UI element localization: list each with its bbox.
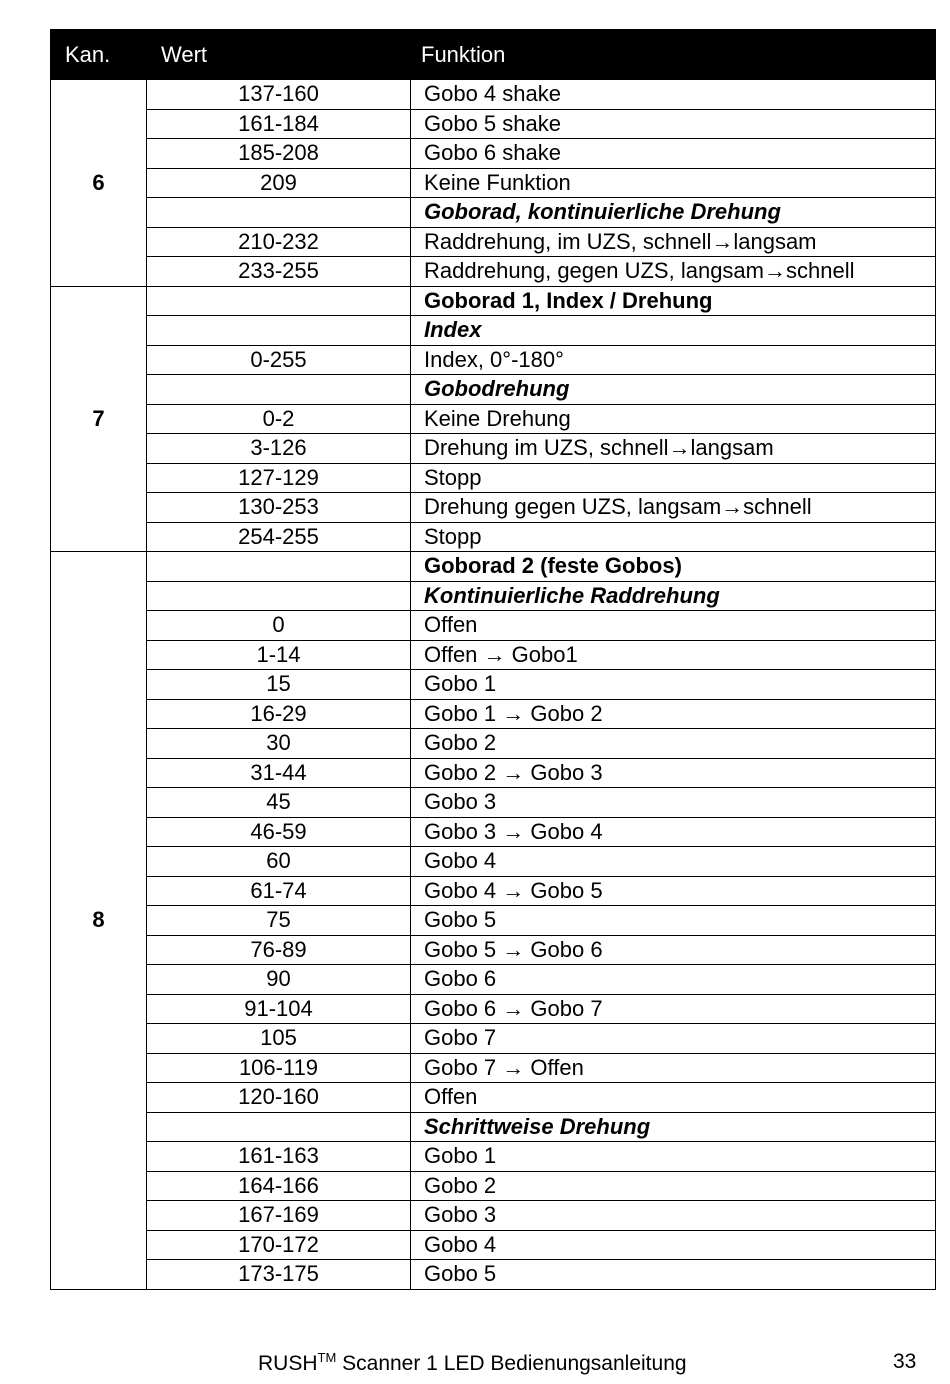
wert-cell: 161-184 [147,109,411,139]
header-funktion: Funktion [411,30,936,80]
table-row [51,80,936,110]
wert-cell: 61-74 [147,876,411,906]
wert-cell: 30 [147,729,411,759]
funktion-cell: Gobo 2 [411,1171,936,1201]
table-row [51,847,936,877]
wert-cell: 15 [147,670,411,700]
funktion-cell: Gobo 3 → Gobo 4 [411,817,936,847]
table-row [51,1142,936,1172]
table-row [51,1171,936,1201]
table-row [51,257,936,287]
funktion-cell: Gobo 2 → Gobo 3 [411,758,936,788]
wert-cell: 209 [147,168,411,198]
table-row [51,699,936,729]
funktion-cell: Gobo 4 [411,847,936,877]
table-row [51,404,936,434]
wert-cell: 0-2 [147,404,411,434]
table-row [51,729,936,759]
wert-cell [147,552,411,582]
table-row [51,758,936,788]
table-row [51,522,936,552]
channel-cell: 8 [51,552,147,1290]
wert-cell: 31-44 [147,758,411,788]
funktion-cell: Gobo 2 [411,729,936,759]
funktion-cell: Gobo 5 [411,1260,936,1290]
wert-cell: 75 [147,906,411,936]
table-row [51,611,936,641]
wert-cell: 0 [147,611,411,641]
wert-cell: 3-126 [147,434,411,464]
channel-cell: 6 [51,80,147,287]
table-row [51,168,936,198]
funktion-cell: Goborad 2 (feste Gobos) [411,552,936,582]
table-row [51,286,936,316]
wert-cell: 127-129 [147,463,411,493]
table-row [51,463,936,493]
funktion-cell: Keine Drehung [411,404,936,434]
wert-cell: 1-14 [147,640,411,670]
wert-cell: 120-160 [147,1083,411,1113]
funktion-cell: Stopp [411,463,936,493]
table-row [51,1083,936,1113]
funktion-cell: Offen [411,611,936,641]
table-row [51,906,936,936]
table-row [51,434,936,464]
table-row [51,1201,936,1231]
funktion-cell: Gobo 5 → Gobo 6 [411,935,936,965]
wert-cell: 185-208 [147,139,411,169]
table-row [51,345,936,375]
wert-cell: 164-166 [147,1171,411,1201]
dmx-channel-table [50,29,936,1290]
funktion-cell: Gobo 1 [411,670,936,700]
channel-cell: 7 [51,286,147,552]
table-row [51,640,936,670]
wert-cell: 16-29 [147,699,411,729]
funktion-cell: Gobo 6 [411,965,936,995]
funktion-cell: Gobo 6 → Gobo 7 [411,994,936,1024]
wert-cell: 60 [147,847,411,877]
wert-cell: 76-89 [147,935,411,965]
footer-title-text: Scanner 1 LED Bedienungsanleitung [336,1352,687,1375]
wert-cell: 90 [147,965,411,995]
wert-cell: 45 [147,788,411,818]
table-row [51,227,936,257]
wert-cell [147,198,411,228]
header-kan: Kan. [51,30,147,80]
table-row [51,316,936,346]
funktion-cell: Index, 0°-180° [411,345,936,375]
table-row [51,1230,936,1260]
funktion-cell: Drehung im UZS, schnell→langsam [411,434,936,464]
wert-cell [147,316,411,346]
funktion-cell: Gobo 3 [411,788,936,818]
wert-cell: 0-255 [147,345,411,375]
wert-cell: 233-255 [147,257,411,287]
table-row [51,965,936,995]
wert-cell: 130-253 [147,493,411,523]
wert-cell: 46-59 [147,817,411,847]
table-row [51,581,936,611]
wert-cell [147,286,411,316]
funktion-cell: Gobo 3 [411,1201,936,1231]
funktion-cell: Gobo 6 shake [411,139,936,169]
wert-cell: 167-169 [147,1201,411,1231]
funktion-cell: Gobo 5 shake [411,109,936,139]
footer-trademark: TM [317,1350,337,1365]
funktion-cell: Gobo 1 [411,1142,936,1172]
table-row [51,1024,936,1054]
header-wert: Wert [147,30,411,80]
wert-cell [147,1112,411,1142]
funktion-cell: Gobo 1 → Gobo 2 [411,699,936,729]
funktion-cell: Drehung gegen UZS, langsam→schnell [411,493,936,523]
table-row [51,1112,936,1142]
funktion-cell: Raddrehung, im UZS, schnell→langsam [411,227,936,257]
table-row [51,375,936,405]
table-row [51,139,936,169]
wert-cell: 254-255 [147,522,411,552]
footer-title-brand: RUSH [258,1352,318,1375]
funktion-cell: Stopp [411,522,936,552]
table-row [51,1260,936,1290]
page-number: 33 [893,1350,917,1373]
funktion-cell: Gobo 4 → Gobo 5 [411,876,936,906]
funktion-cell: Gobodrehung [411,375,936,405]
wert-cell [147,375,411,405]
table-row [51,198,936,228]
table-row [51,493,936,523]
funktion-cell: Gobo 4 [411,1230,936,1260]
funktion-cell: Keine Funktion [411,168,936,198]
wert-cell: 106-119 [147,1053,411,1083]
table-row [51,109,936,139]
table-header-row [51,30,936,80]
wert-cell [147,581,411,611]
wert-cell: 173-175 [147,1260,411,1290]
funktion-cell: Gobo 5 [411,906,936,936]
footer-title [258,1350,687,1376]
funktion-cell: Index [411,316,936,346]
wert-cell: 91-104 [147,994,411,1024]
funktion-cell: Kontinuierliche Raddrehung [411,581,936,611]
funktion-cell: Gobo 4 shake [411,80,936,110]
funktion-cell: Gobo 7 [411,1024,936,1054]
table-row [51,994,936,1024]
funktion-cell: Goborad, kontinuierliche Drehung [411,198,936,228]
table-body [51,80,936,1290]
wert-cell: 210-232 [147,227,411,257]
table-row [51,817,936,847]
funktion-cell: Raddrehung, gegen UZS, langsam→schnell [411,257,936,287]
funktion-cell: Goborad 1, Index / Drehung [411,286,936,316]
wert-cell: 170-172 [147,1230,411,1260]
wert-cell: 161-163 [147,1142,411,1172]
funktion-cell: Offen [411,1083,936,1113]
table-row [51,670,936,700]
funktion-cell: Gobo 7 → Offen [411,1053,936,1083]
table-row [51,788,936,818]
table-row [51,876,936,906]
funktion-cell: Schrittweise Drehung [411,1112,936,1142]
table-row [51,935,936,965]
funktion-cell: Offen → Gobo1 [411,640,936,670]
wert-cell: 105 [147,1024,411,1054]
table-row [51,552,936,582]
table-row [51,1053,936,1083]
wert-cell: 137-160 [147,80,411,110]
